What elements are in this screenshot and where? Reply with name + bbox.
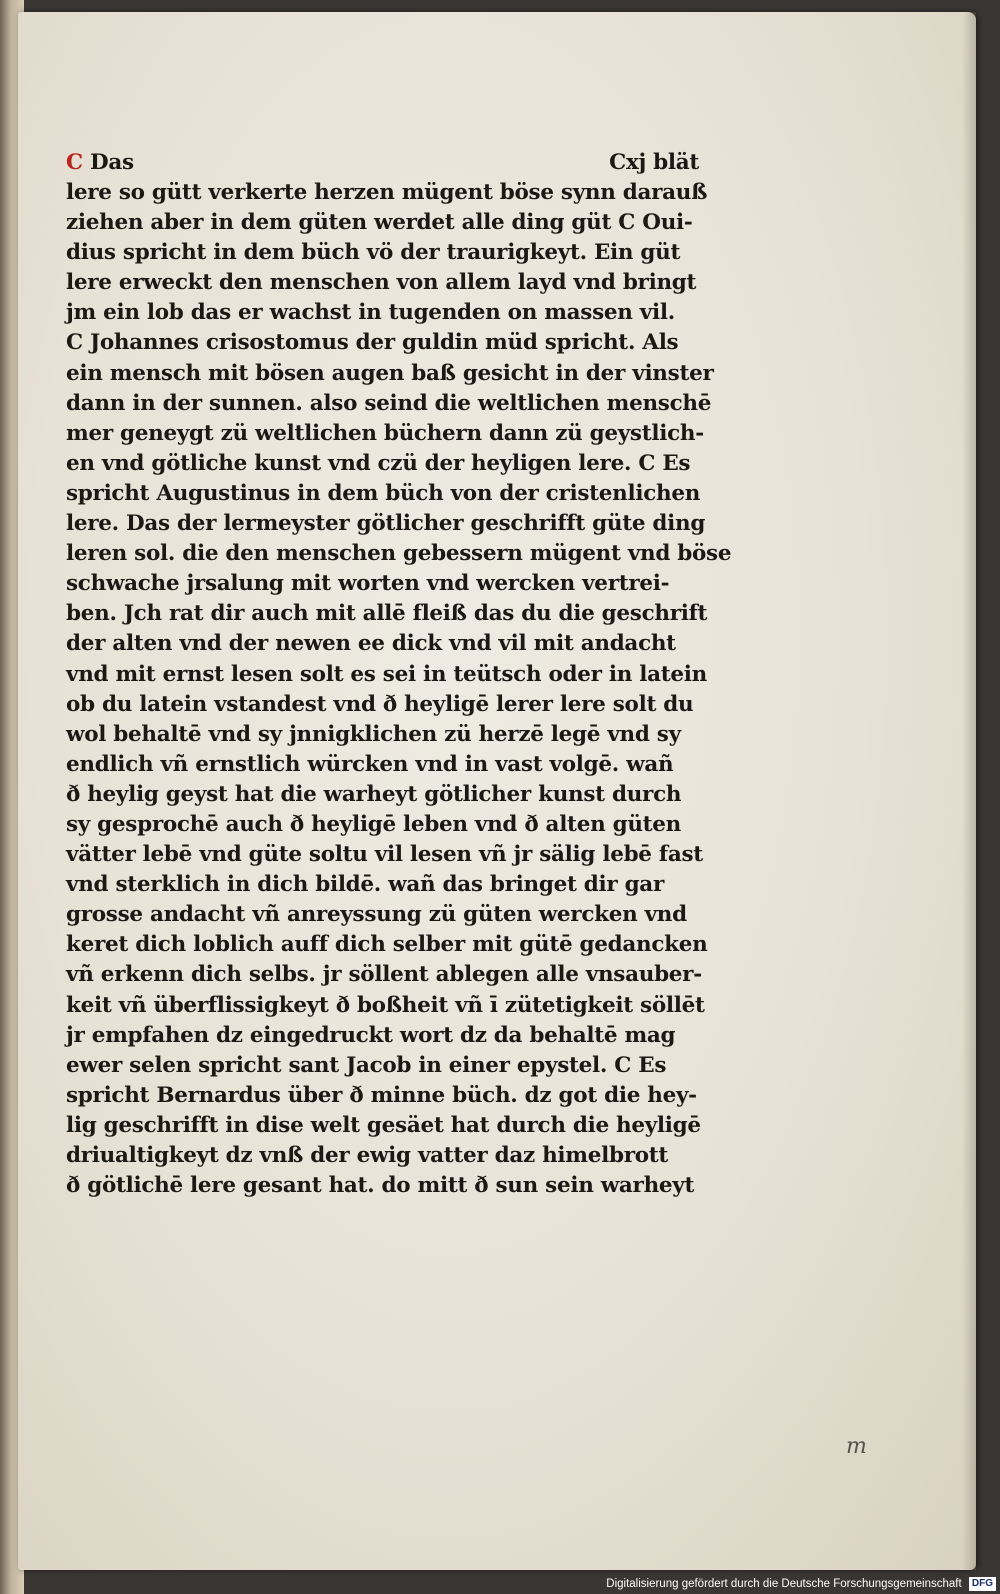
text-line: der alten vnd der newen ee dick vnd vil mit andacht bbox=[66, 631, 676, 657]
text-line: jr empfahen dz eingedruckt wort dz da behaltē mag bbox=[66, 1022, 676, 1048]
body-text bbox=[66, 178, 732, 1201]
text-line: vätter lebē vnd güte soltu vil lesen vñ jr sälig lebē fast bbox=[66, 842, 703, 868]
header-left-text: Das bbox=[90, 150, 134, 175]
text-line: ewer selen spricht sant Jacob in einer epystel. C Es bbox=[66, 1052, 667, 1078]
text-line: dius spricht in dem büch vö der traurigkeyt. Ein güt bbox=[66, 240, 681, 266]
text-line: ben. Jch rat dir auch mit allē fleiß das du die geschrift bbox=[66, 601, 708, 627]
text-line: ð heylig geyst hat die warheyt götlicher kunst durch bbox=[66, 781, 682, 807]
dfg-logo: DFG bbox=[969, 1577, 996, 1591]
footer-text: Digitalisierung gefördert durch die Deutsche Forschungsgemeinschaft bbox=[606, 1578, 962, 1590]
text-line: mer geneygt zü weltlichen büchern dann zü geystlich- bbox=[66, 420, 704, 446]
text-line: keit vñ überflissigkeyt ð boßheit vñ ī zütetigkeit söllēt bbox=[66, 992, 705, 1018]
text-line: dann in der sunnen. also seind die weltlichen menschē bbox=[66, 390, 712, 416]
text-line: schwache jrsalung mit worten vnd wercken vertrei- bbox=[66, 571, 670, 597]
text-line: ein mensch mit bösen augen baß gesicht in der vinster bbox=[66, 360, 714, 386]
text-line: sy gesprochē auch ð heyligē leben vnd ð alten güten bbox=[66, 811, 681, 837]
text-line: leren sol. die den menschen gebessern mügent vnd böse bbox=[66, 541, 732, 567]
text-line: jm ein lob das er wachst in tugenden on massen vil. bbox=[66, 300, 675, 326]
margin-note: m bbox=[846, 1434, 867, 1459]
text-line: C Johannes crisostomus der guldin müd spricht. Als bbox=[66, 330, 679, 356]
text-line: ð götlichē lere gesant hat. do mitt ð sun sein warheyt bbox=[66, 1173, 695, 1199]
folio-number: Cxj blät bbox=[609, 150, 699, 175]
pilcrow-mark: C bbox=[66, 150, 83, 175]
running-header bbox=[66, 148, 711, 178]
text-line: vnd mit ernst lesen solt es sei in teütsch oder in latein bbox=[66, 661, 707, 687]
text-line: vnd sterklich in dich bildē. wañ das bringet dir gar bbox=[66, 872, 664, 898]
running-header-left bbox=[66, 148, 134, 178]
text-line: spricht Bernardus über ð minne büch. dz got die hey- bbox=[66, 1082, 697, 1108]
text-line: lere. Das der lermeyster götlicher geschrifft güte ding bbox=[66, 511, 706, 537]
text-block bbox=[66, 148, 732, 1201]
book-page bbox=[18, 12, 976, 1570]
text-line: vñ erkenn dich selbs. jr söllent ablegen alle vnsauber- bbox=[66, 962, 702, 988]
text-line: endlich vñ ernstlich würcken vnd in vast volgē. wañ bbox=[66, 751, 674, 777]
text-line: ob du latein vstandest vnd ð heyligē lerer lere solt du bbox=[66, 691, 694, 717]
text-line: spricht Augustinus in dem büch von der cristenlichen bbox=[66, 480, 701, 506]
text-line: ziehen aber in dem güten werdet alle ding güt C Oui- bbox=[66, 210, 693, 236]
text-line: lere so gütt verkerte herzen mügent böse synn darauß bbox=[66, 180, 708, 205]
text-line: lere erweckt den menschen von allem layd vnd bringt bbox=[66, 270, 697, 296]
footer-credit bbox=[560, 1574, 1000, 1594]
page-edge-shadow bbox=[962, 12, 976, 1570]
text-line: keret dich loblich auff dich selber mit gütē gedancken bbox=[66, 932, 708, 958]
text-line: lig geschrifft in dise welt gesäet hat durch die heyligē bbox=[66, 1112, 701, 1138]
text-line: grosse andacht vñ anreyssung zü güten wercken vnd bbox=[66, 902, 687, 928]
text-line: driualtigkeyt dz vnß der ewig vatter daz himelbrott bbox=[66, 1143, 669, 1168]
text-line: en vnd götliche kunst vnd czü der heyligen lere. C Es bbox=[66, 450, 691, 476]
text-line: wol behaltē vnd sy jnnigklichen zü herzē legē vnd sy bbox=[66, 721, 681, 747]
